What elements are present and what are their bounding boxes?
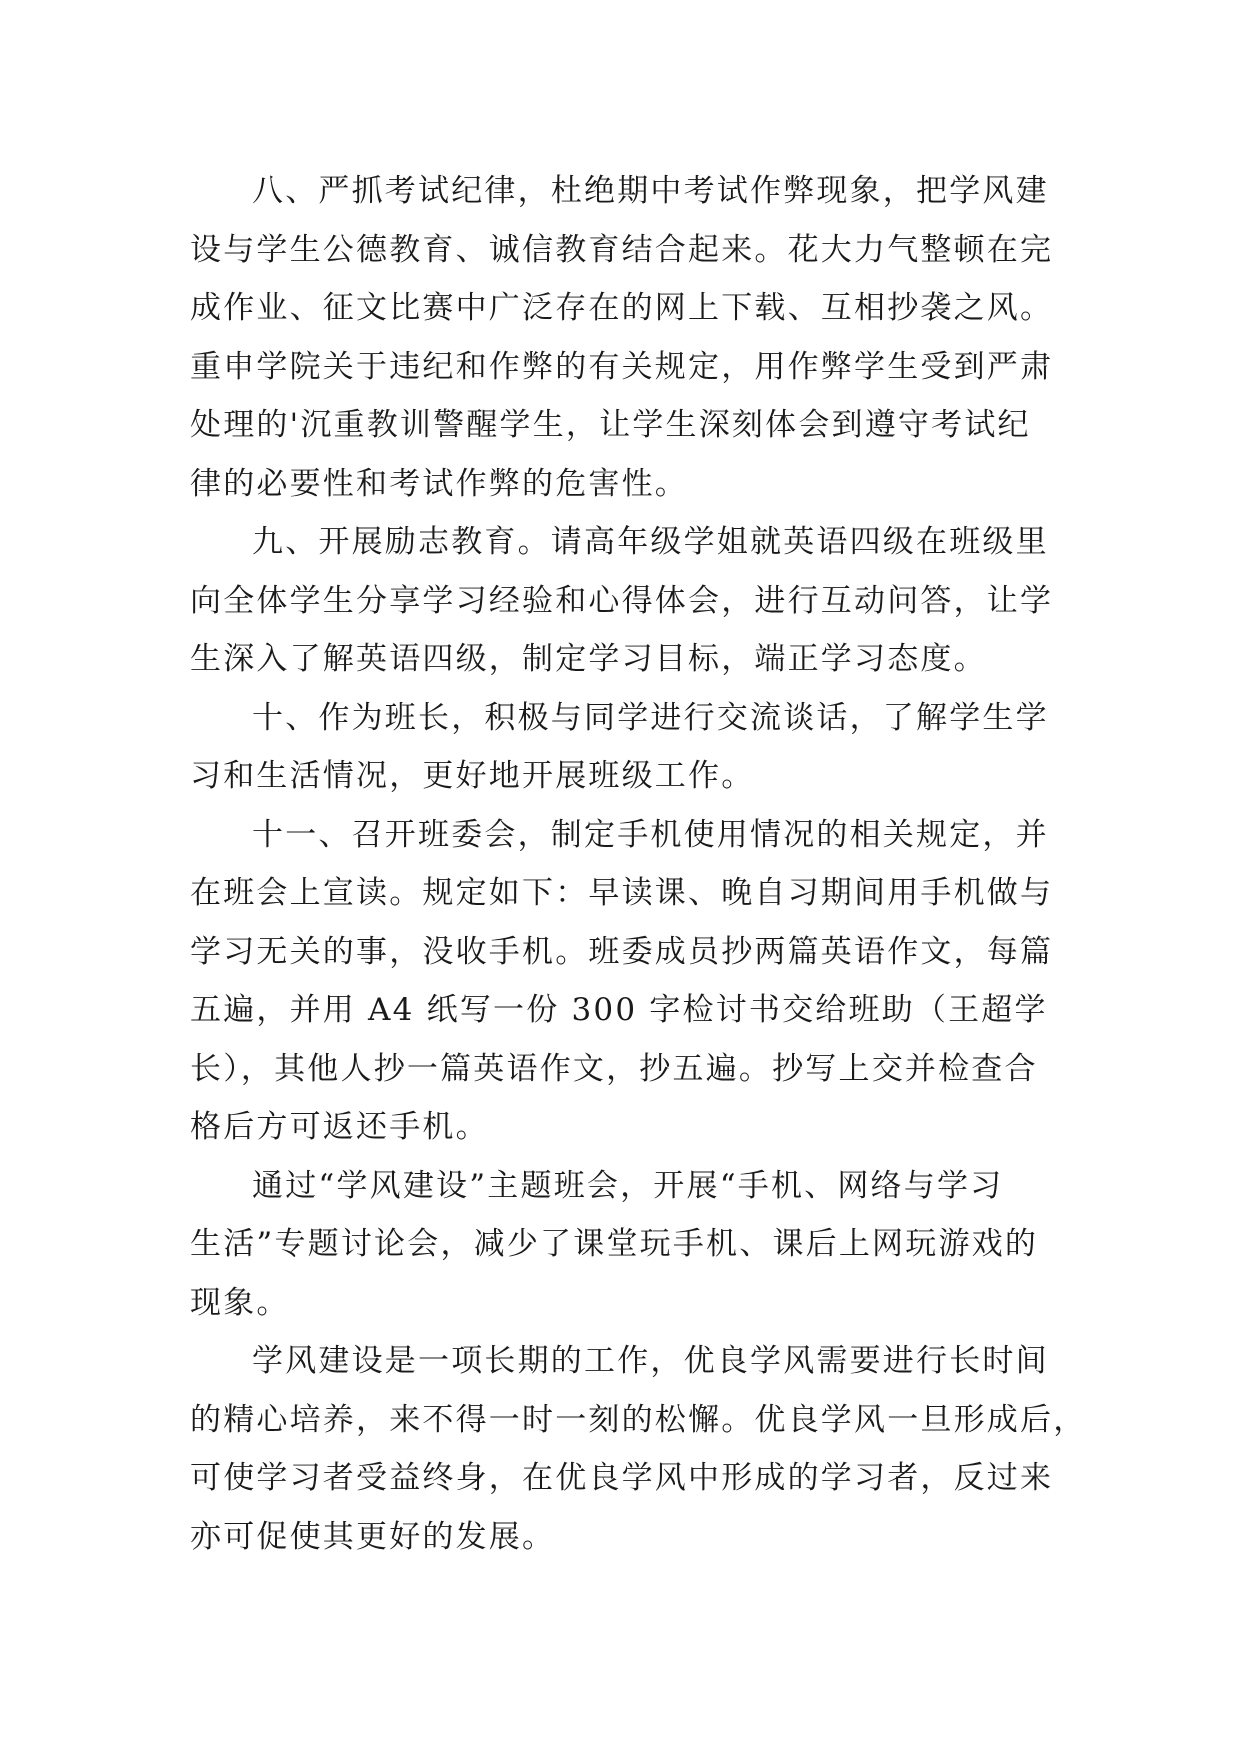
text-line: 成作业、征文比赛中广泛存在的网上下载、互相抄袭之风。 [190, 290, 1054, 326]
text-line: 五遍，并用 A4 纸写一份 300 字检讨书交给班助（王超学 [190, 992, 1048, 1028]
text-line: 生深入了解英语四级，制定学习目标，端正学习态度。 [190, 641, 987, 677]
paragraph-motivation-education [190, 513, 1070, 689]
paragraph-phone-rules [190, 806, 1070, 1157]
document-body [190, 162, 1087, 1566]
paragraph-theme-meeting [190, 1157, 1070, 1333]
text-line: 生活”专题讨论会，减少了课堂玩手机、课后上网玩游戏的 [190, 1226, 1039, 1262]
text-line: 八、严抓考试纪律，杜绝期中考试作弊现象，把学风建 [252, 173, 1049, 209]
text-line: 九、开展励志教育。请高年级学姐就英语四级在班级里 [252, 524, 1049, 560]
text-line: 可使学习者受益终身，在优良学风中形成的学习者，反过来 [190, 1460, 1054, 1496]
text-line: 学习无关的事，没收手机。班委成员抄两篇英语作文，每篇 [190, 933, 1054, 970]
text-line: 通过“学风建设”主题班会，开展“手机、网络与学习 [252, 1167, 1004, 1204]
text-line: 向全体学生分享学习经验和心得体会，进行互动问答，让学 [190, 582, 1054, 619]
text-line: 现象。 [190, 1284, 290, 1321]
text-line: 亦可促使其更好的发展。 [190, 1518, 556, 1555]
text-line: 处理的'沉重教训警醒学生，让学生深刻体会到遵守考试纪 [190, 407, 1031, 443]
text-line: 习和生活情况，更好地开展班级工作。 [190, 758, 755, 794]
text-line: 的精心培养，来不得一时一刻的松懈。优良学风一旦形成后， [190, 1401, 1087, 1438]
text-line: 在班会上宣读。规定如下：早读课、晚自习期间用手机做与 [190, 875, 1054, 911]
paragraph-conclusion [190, 1332, 1087, 1566]
paragraph-exam-discipline [190, 162, 1070, 513]
text-line: 重申学院关于违纪和作弊的有关规定，用作弊学生受到严肃 [190, 348, 1054, 385]
text-line: 律的必要性和考试作弊的危害性。 [190, 465, 688, 502]
text-line: 十一、召开班委会，制定手机使用情况的相关规定，并 [252, 816, 1049, 853]
text-line: 设与学生公德教育、诚信教育结合起来。花大力气整顿在完 [190, 231, 1054, 268]
text-line: 格后方可返还手机。 [190, 1109, 489, 1145]
text-line: 十、作为班长，积极与同学进行交流谈话，了解学生学 [252, 699, 1049, 736]
paragraph-monitor-communication [190, 689, 1070, 806]
text-line: 学风建设是一项长期的工作，优良学风需要进行长时间 [252, 1343, 1049, 1379]
text-line: 长），其他人抄一篇英语作文，抄五遍。抄写上交并检查合 [190, 1050, 1038, 1087]
